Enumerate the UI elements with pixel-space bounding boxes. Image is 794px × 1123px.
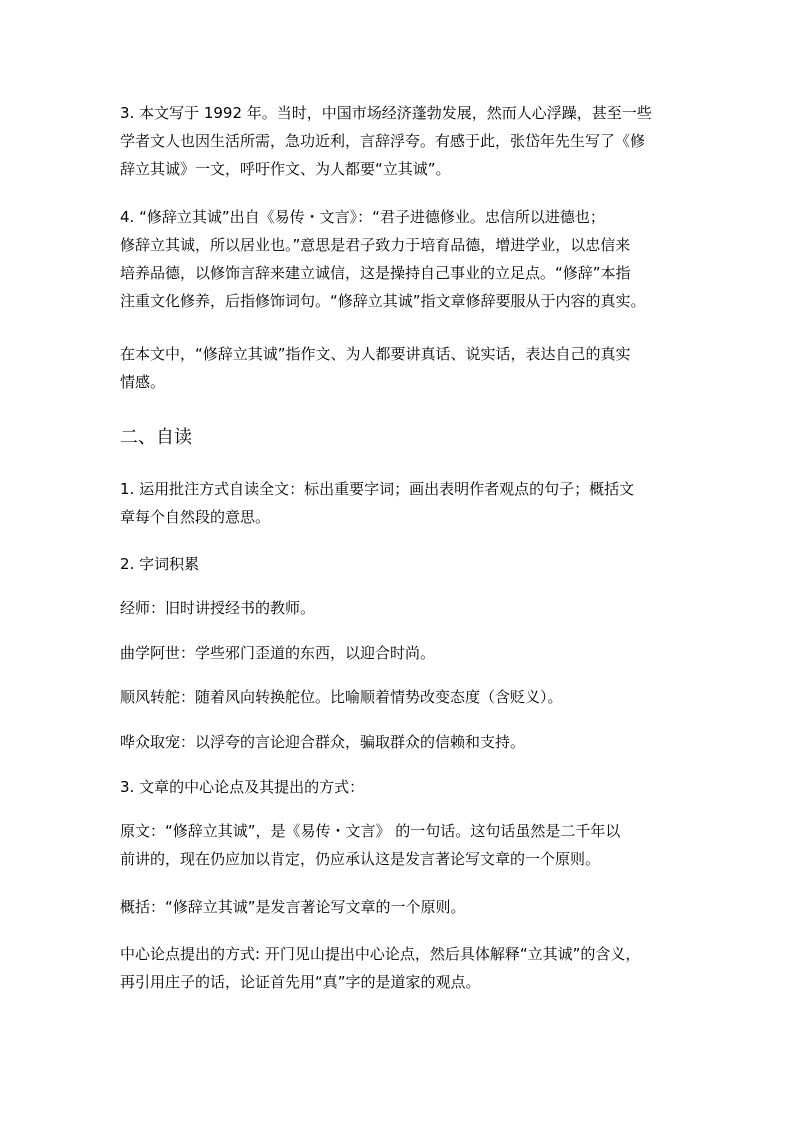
text-line: 情感。 [120, 373, 166, 391]
text-line: 在本文中，“修辞立其诚”指作文、为人都要讲真话、说实话，表达自己的真实 [120, 345, 631, 363]
paragraph-origin [120, 203, 680, 315]
text-line: 注重文化修养，后指修饰词句。“修辞立其诚”指文章修辞要服从于内容的真实。 [120, 292, 646, 310]
text-line: 3. 本文写于 1992 年。当时，中国市场经济蓬勃发展，然而人心浮躁，甚至一些 [120, 104, 652, 122]
method-text [120, 940, 680, 996]
vocab-item: 顺风转舵：随着风向转换舵位。比喻顺着情势改变态度（含贬义）。 [120, 688, 563, 706]
task-1 [120, 475, 680, 531]
section-heading: 二、自读 [120, 427, 192, 448]
text-line: 章每个自然段的意思。 [120, 508, 271, 526]
text-line: 前讲的，现在仍应加以肯定，仍应承认这是发言著论写文章的一个原则。 [120, 850, 601, 868]
paragraph-background [120, 99, 680, 183]
text-line: 中心论点提出的方式: 开门见山提出中心论点，然后具体解释“立其诚”的含义， [120, 945, 641, 963]
text-line: 1. 运用批注方式自读全文：标出重要字词；画出表明作者观点的句子；概括文 [120, 480, 635, 498]
text-line: 修辞立其诚，所以居业也。”意思是君子致力于培育品德，增进学业，以忠信来 [120, 236, 631, 254]
vocab-item: 哗众取宠：以浮夸的言论迎合群众，骗取群众的信赖和支持。 [120, 733, 526, 751]
text-line: 学者文人也因生活所需，急功近利，言辞浮夸。有感于此，张岱年先生写了《修 [120, 132, 646, 150]
text-line: 辞立其诚》一文，呼吁作文、为人都要“立其诚”。 [120, 160, 451, 178]
task-2-title: 2. 字词积累 [120, 555, 200, 573]
vocab-item: 曲学阿世：学些邪门歪道的东西，以迎合时尚。 [120, 644, 436, 662]
text-line: 再引用庄子的话，论证首先用“真”字的是道家的观点。 [120, 973, 481, 991]
summary-text: 概括：“修辞立其诚”是发言著论写文章的一个原则。 [120, 898, 466, 916]
paragraph-meaning [120, 340, 680, 396]
text-line: 原文：“修辞立其诚”，是《易传・文言》 的一句话。这句话虽然是二千年以 [120, 822, 621, 840]
text-line: 4. “修辞立其诚”出自《易传・文言》：“君子进德修业。忠信所以进德也； [120, 208, 605, 226]
vocab-item: 经师：旧时讲授经书的教师。 [120, 599, 316, 617]
task-3-title: 3. 文章的中心论点及其提出的方式： [120, 778, 365, 796]
original-text [120, 817, 680, 873]
text-line: 培养品德，以修饰言辞来建立诚信，这是操持自己事业的立足点。“修辞”本指 [120, 264, 631, 282]
